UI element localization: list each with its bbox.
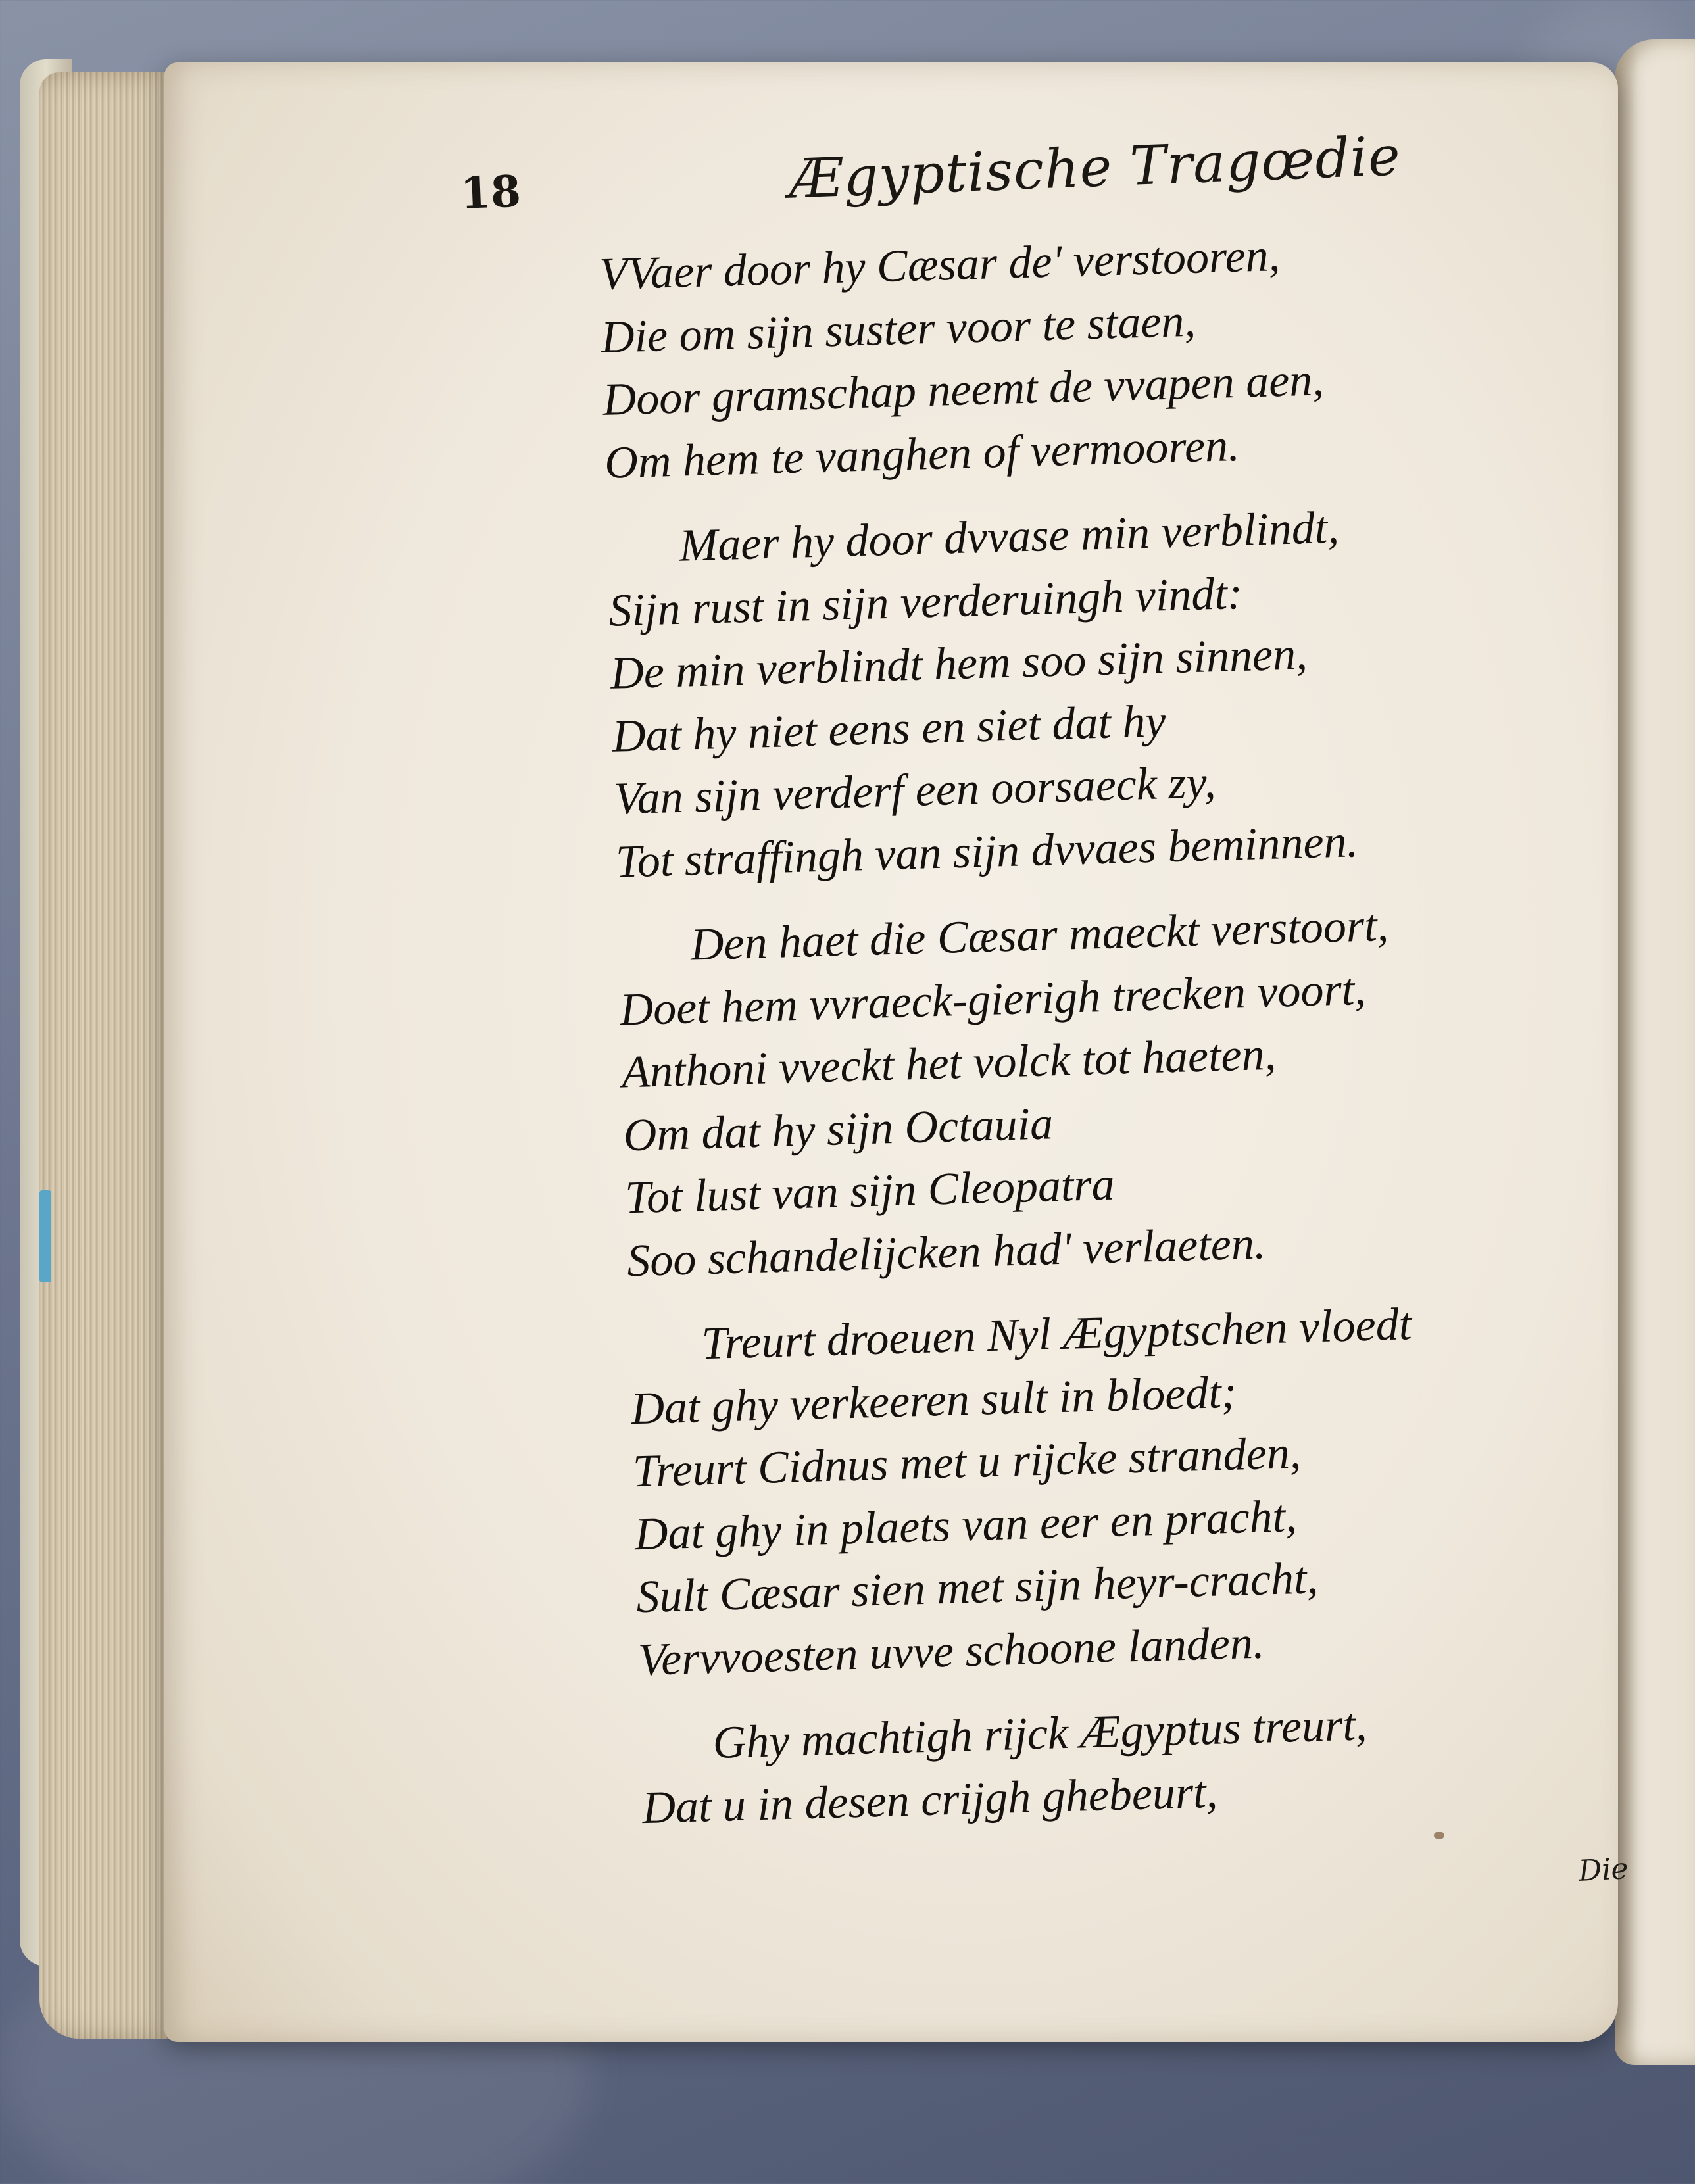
- page-number: 18: [459, 165, 522, 219]
- verse-line: Doet hem vvraeck-gierigh trecken voort,: [619, 963, 1367, 1036]
- verse-line: Vervvoesten uvve schoone landen.: [637, 1617, 1265, 1686]
- verse-line: Tot lust van sijn Cleopatra: [624, 1159, 1116, 1224]
- verse-line: Tot straffingh van sijn dvvaes beminnen.: [615, 815, 1359, 888]
- verse-line: Dat ghy verkeeren sult in bloedt;: [630, 1367, 1237, 1434]
- poem-text: [599, 217, 1577, 1862]
- verse-line: Ghy machtigh rijck Ægyptus treurt,: [712, 1699, 1368, 1769]
- stanza: [639, 1687, 1577, 1839]
- verse-line: Sult Cæsar sien met sijn heyr-cracht,: [635, 1553, 1319, 1623]
- verse-line: Anthoni vveckt het volck tot haeten,: [621, 1029, 1277, 1098]
- verse-line: Dat ghy in plaets van eer en pracht,: [633, 1490, 1298, 1560]
- verse-line: Om hem te vanghen of vermooren.: [604, 420, 1241, 489]
- running-title: Ægyptische Tragœdie: [787, 125, 1402, 211]
- verse-line: Maer hy door dvvase min verblindt,: [678, 502, 1340, 571]
- verse-line: Van sijn verderf een oorsaeck zy,: [613, 757, 1217, 825]
- verse-line: Dat u in desen crijgh ghebeurt,: [641, 1766, 1219, 1833]
- verse-line: Treurt droeuen Nyl Ægyptschen vloedt: [700, 1299, 1413, 1370]
- verse-line: De min verblindt hem soo sijn sinnen,: [610, 629, 1308, 699]
- verse-line: Treurt Cidnus met u rijcke stranden,: [632, 1427, 1302, 1497]
- facing-page: [1615, 39, 1695, 2065]
- stanza: [599, 217, 1539, 494]
- stanza: [606, 491, 1550, 893]
- verse-line: Soo schandelijcken had' verlaeten.: [626, 1217, 1267, 1286]
- verse-line: Dat hy niet eens en siet dat hy: [611, 695, 1167, 762]
- verse-line: Den haet die Cæsar maeckt verstoort,: [689, 900, 1389, 971]
- verse-line: Die om sijn suster voor te staen,: [600, 295, 1196, 363]
- verse-line: Om dat hy sijn Octauia: [622, 1098, 1054, 1161]
- bookmark-tab: [39, 1190, 51, 1282]
- verse-line: Door gramschap neemt de vvapen aen,: [602, 354, 1325, 425]
- verse-line: Sijn rust in sijn verderuingh vindt:: [608, 568, 1244, 637]
- stanza: [629, 1289, 1573, 1691]
- verse-line: VVaer door hy Cæsar de' verstooren,: [599, 230, 1281, 300]
- catchword: Die: [1577, 1852, 1629, 1888]
- stanza: [618, 890, 1561, 1292]
